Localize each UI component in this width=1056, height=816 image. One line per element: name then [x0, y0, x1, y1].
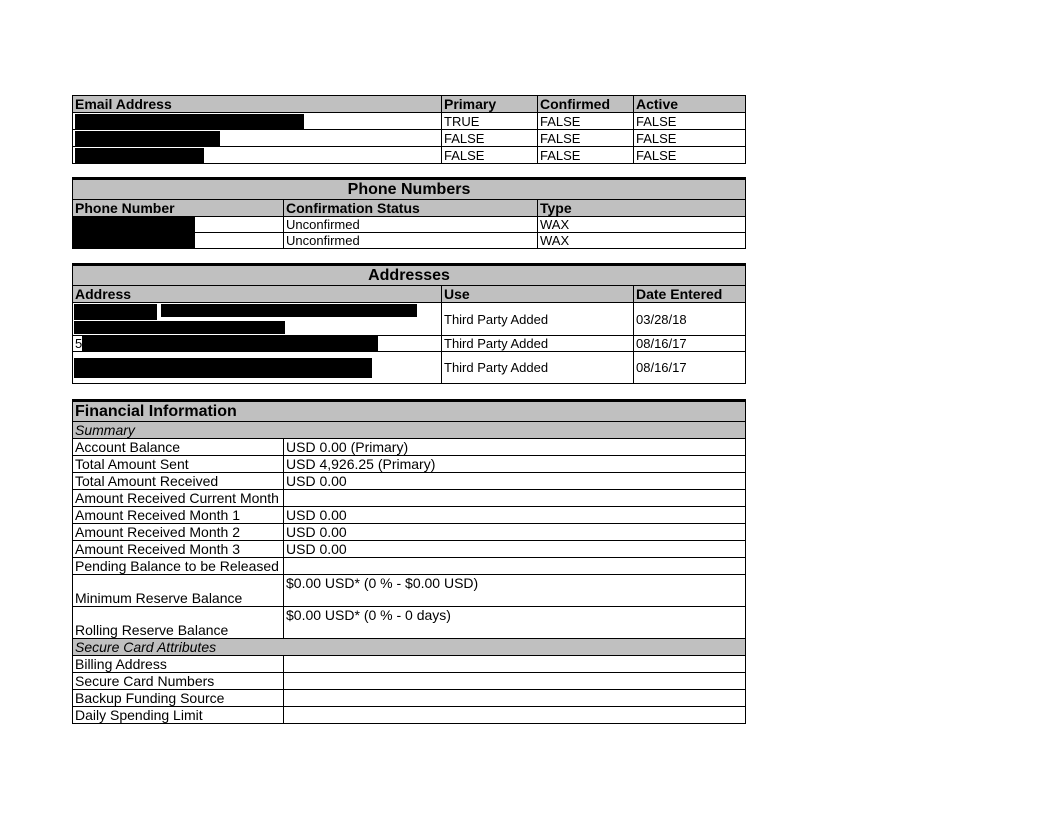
active-cell: FALSE: [634, 113, 746, 130]
phone-number-header: Phone Number: [73, 200, 284, 217]
row-value: $0.00 USD* (0 % - $0.00 USD): [284, 575, 746, 607]
row-label: Amount Received Month 2: [73, 524, 284, 541]
status-cell: Unconfirmed: [284, 217, 538, 233]
date-cell: 08/16/17: [634, 336, 746, 352]
row-value: [284, 558, 746, 575]
financial-title-row: [73, 401, 746, 422]
redaction-block: [74, 304, 157, 320]
row-label: Total Amount Received: [73, 473, 284, 490]
primary-cell: TRUE: [442, 113, 538, 130]
redaction-block: [75, 131, 220, 146]
primary-cell: FALSE: [442, 130, 538, 147]
row-value: USD 0.00 (Primary): [284, 439, 746, 456]
table-row: [73, 130, 746, 147]
phone-table: [72, 177, 746, 249]
email-table: [72, 95, 746, 164]
phone-spacer-cell: [195, 233, 284, 249]
table-row: [73, 673, 746, 690]
row-label: Minimum Reserve Balance: [73, 575, 284, 607]
table-row: [73, 607, 746, 639]
primary-cell: FALSE: [442, 147, 538, 164]
secure-card-subheader: Secure Card Attributes: [73, 639, 746, 656]
secure-subheader-row: [73, 639, 746, 656]
status-cell: Unconfirmed: [284, 233, 538, 249]
active-cell: FALSE: [634, 147, 746, 164]
row-label: Amount Received Month 3: [73, 541, 284, 558]
phone-section-title: Phone Numbers: [73, 179, 746, 200]
primary-header: Primary: [442, 96, 538, 113]
row-label: Total Amount Sent: [73, 456, 284, 473]
use-cell: Third Party Added: [442, 352, 634, 384]
phone-header-row: [73, 200, 746, 217]
redaction-block: [74, 321, 285, 334]
email-cell: [73, 130, 442, 147]
redacted-phone-cell: [73, 217, 195, 249]
redaction-block: [75, 114, 304, 129]
table-row: [73, 303, 746, 336]
address-cell: [73, 336, 442, 352]
email-header: Email Address: [73, 96, 442, 113]
date-entered-header: Date Entered: [634, 286, 746, 303]
table-row: [73, 439, 746, 456]
confirmed-cell: FALSE: [538, 147, 634, 164]
date-cell: 03/28/18: [634, 303, 746, 336]
table-row: [73, 456, 746, 473]
row-label: Amount Received Month 1: [73, 507, 284, 524]
table-row: [73, 690, 746, 707]
table-row: [73, 707, 746, 724]
table-row: [73, 352, 746, 384]
table-row: [73, 558, 746, 575]
use-cell: Third Party Added: [442, 336, 634, 352]
row-value: [284, 673, 746, 690]
table-row: [73, 147, 746, 164]
confirmed-cell: FALSE: [538, 130, 634, 147]
address-header-row: [73, 286, 746, 303]
address-title-row: [73, 265, 746, 286]
row-label: Pending Balance to be Released: [73, 558, 284, 575]
table-row: [73, 656, 746, 673]
use-header: Use: [442, 286, 634, 303]
financial-table: [72, 399, 746, 724]
row-value: [284, 707, 746, 724]
row-value: [284, 490, 746, 507]
row-value: USD 4,926.25 (Primary): [284, 456, 746, 473]
summary-subheader: Summary: [73, 422, 746, 439]
row-label: Rolling Reserve Balance: [73, 607, 284, 639]
confirmation-status-header: Confirmation Status: [284, 200, 538, 217]
address-cell: [73, 303, 442, 336]
row-value: USD 0.00: [284, 524, 746, 541]
active-cell: FALSE: [634, 130, 746, 147]
row-label: Amount Received Current Month: [73, 490, 284, 507]
email-header-row: [73, 96, 746, 113]
row-label: Daily Spending Limit: [73, 707, 284, 724]
confirmed-cell: FALSE: [538, 113, 634, 130]
row-value: USD 0.00: [284, 473, 746, 490]
phone-spacer-cell: [195, 217, 284, 233]
type-cell: WAX: [538, 233, 746, 249]
table-row: [73, 473, 746, 490]
addresses-section-title: Addresses: [73, 265, 746, 286]
phone-title-row: [73, 179, 746, 200]
row-value: USD 0.00: [284, 507, 746, 524]
row-label: Billing Address: [73, 656, 284, 673]
row-value: $0.00 USD* (0 % - 0 days): [284, 607, 746, 639]
redaction-block: [75, 148, 204, 163]
redaction-block: [161, 304, 417, 317]
row-label: Secure Card Numbers: [73, 673, 284, 690]
confirmed-header: Confirmed: [538, 96, 634, 113]
active-header: Active: [634, 96, 746, 113]
table-row: [73, 490, 746, 507]
date-cell: 08/16/17: [634, 352, 746, 384]
table-row: [73, 507, 746, 524]
table-row: [73, 217, 746, 233]
email-cell: [73, 113, 442, 130]
table-row: [73, 575, 746, 607]
address-header: Address: [73, 286, 442, 303]
type-cell: WAX: [538, 217, 746, 233]
address-table: [72, 263, 746, 384]
redaction-block: [74, 358, 372, 378]
row-label: Account Balance: [73, 439, 284, 456]
email-cell: [73, 147, 442, 164]
row-value: USD 0.00: [284, 541, 746, 558]
row-label: Backup Funding Source: [73, 690, 284, 707]
type-header: Type: [538, 200, 746, 217]
address-cell: [73, 352, 442, 384]
financial-section-title: Financial Information: [73, 401, 746, 422]
table-row: [73, 541, 746, 558]
use-cell: Third Party Added: [442, 303, 634, 336]
table-row: [73, 524, 746, 541]
table-row: [73, 113, 746, 130]
table-row: [73, 336, 746, 352]
row-value: [284, 656, 746, 673]
address-prefix: 5: [75, 336, 83, 351]
redaction-block: [82, 336, 378, 352]
summary-subheader-row: [73, 422, 746, 439]
row-value: [284, 690, 746, 707]
